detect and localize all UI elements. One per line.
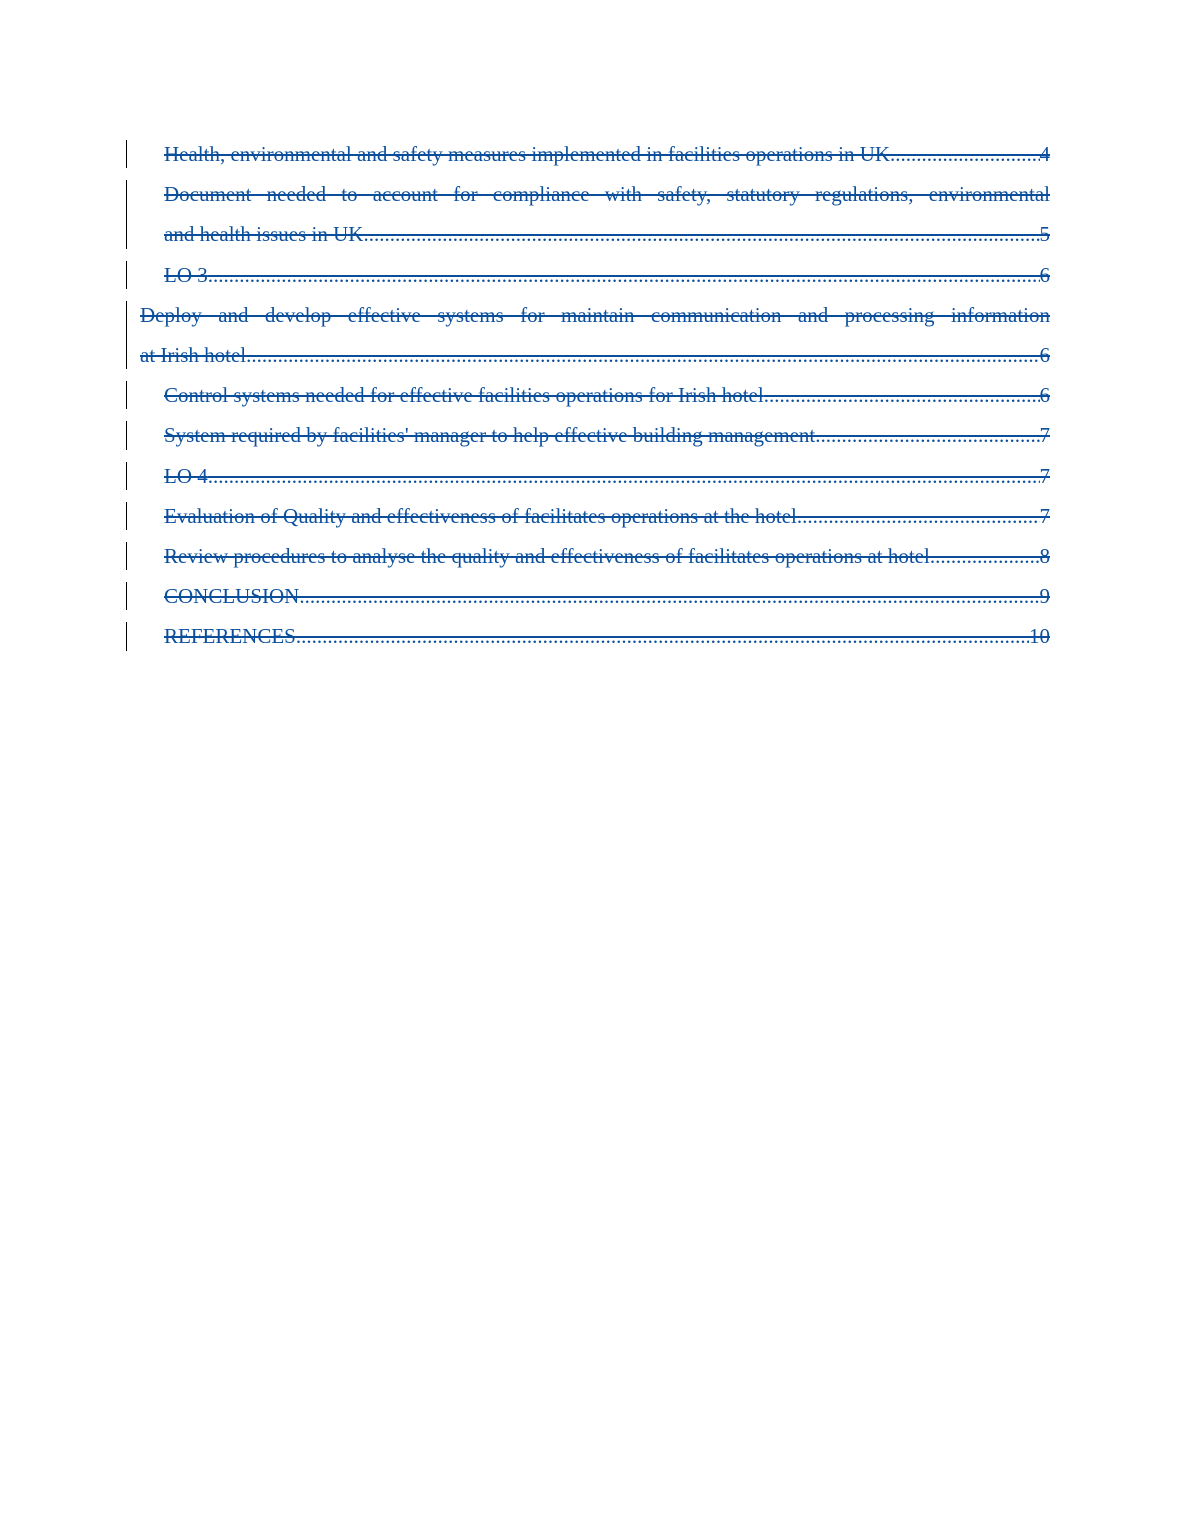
toc-entry-title-line2: at Irish hotel (140, 343, 247, 368)
toc-entry-lo3[interactable] (126, 255, 1050, 295)
toc-entry-title-line1: Deploy and develop effective systems for maintain communication and processing information (140, 302, 1050, 327)
toc-page-number: 9 (1039, 584, 1050, 609)
dot-leader (208, 456, 1040, 496)
toc-entry-title: System required by facilities' manager to help effective building management (164, 423, 816, 448)
change-bar (126, 462, 127, 490)
toc-page-number: 6 (1039, 343, 1050, 368)
toc-entry-deploy-systems[interactable] (126, 295, 1050, 375)
dot-leader (208, 255, 1040, 295)
dot-leader (930, 536, 1040, 576)
change-bar (126, 622, 127, 650)
toc-entry-title: Evaluation of Quality and effectiveness of facilitates operations at the hotel (164, 503, 797, 528)
change-bar (126, 542, 127, 570)
toc-entry-title-line1: Document needed to account for compliance with safety, statutory regulations, environmental (164, 182, 1050, 207)
change-bar (126, 502, 127, 530)
toc-entry-lo4[interactable] (126, 456, 1050, 496)
toc-page-number: 10 (1029, 624, 1050, 649)
dot-leader (296, 616, 1029, 656)
table-of-contents (126, 134, 1050, 657)
dot-leader (890, 134, 1039, 174)
toc-page-number: 7 (1039, 503, 1050, 528)
toc-page-number: 7 (1039, 463, 1050, 488)
toc-entry-title: Control systems needed for effective facilities operations for Irish hotel (164, 383, 764, 408)
toc-entry-document-compliance[interactable] (126, 174, 1050, 254)
toc-page-number: 6 (1039, 383, 1050, 408)
toc-page-number: 5 (1039, 222, 1050, 247)
toc-entry-references[interactable] (126, 616, 1050, 656)
change-bar (126, 140, 127, 168)
change-bar (126, 261, 127, 289)
toc-entry-review-procedures[interactable] (126, 536, 1050, 576)
toc-page-number: 4 (1039, 142, 1050, 166)
toc-entry-conclusion[interactable] (126, 576, 1050, 616)
toc-entry-title: REFERENCES (164, 624, 296, 649)
dot-leader (797, 496, 1040, 536)
toc-entry-title: LO 4 (164, 463, 208, 488)
toc-entry-health-safety[interactable] (126, 134, 1050, 174)
toc-page-number: 7 (1039, 423, 1050, 448)
change-bar (126, 381, 127, 409)
change-bar (126, 582, 127, 610)
toc-entry-title: CONCLUSION (164, 584, 300, 609)
toc-entry-title: Review procedures to analyse the quality and effectiveness of facilitates operations at hotel (164, 544, 930, 569)
change-bar (126, 421, 127, 449)
dot-leader (299, 576, 1039, 616)
change-bar (126, 301, 127, 369)
dot-leader (363, 214, 1039, 254)
toc-entry-title-line2: and health issues in UK (164, 222, 364, 247)
toc-page-number: 8 (1039, 544, 1050, 569)
toc-page-number: 6 (1039, 262, 1050, 287)
dot-leader (764, 375, 1040, 415)
toc-entry-control-systems[interactable] (126, 375, 1050, 415)
change-bar (126, 180, 127, 248)
toc-entry-building-management[interactable] (126, 415, 1050, 455)
toc-entry-evaluation-quality[interactable] (126, 496, 1050, 536)
toc-entry-title: Health, environmental and safety measures implemented in facilities operations in UK (164, 142, 891, 166)
dot-leader (815, 415, 1039, 455)
dot-leader (246, 335, 1039, 375)
toc-entry-title: LO 3 (164, 262, 208, 287)
